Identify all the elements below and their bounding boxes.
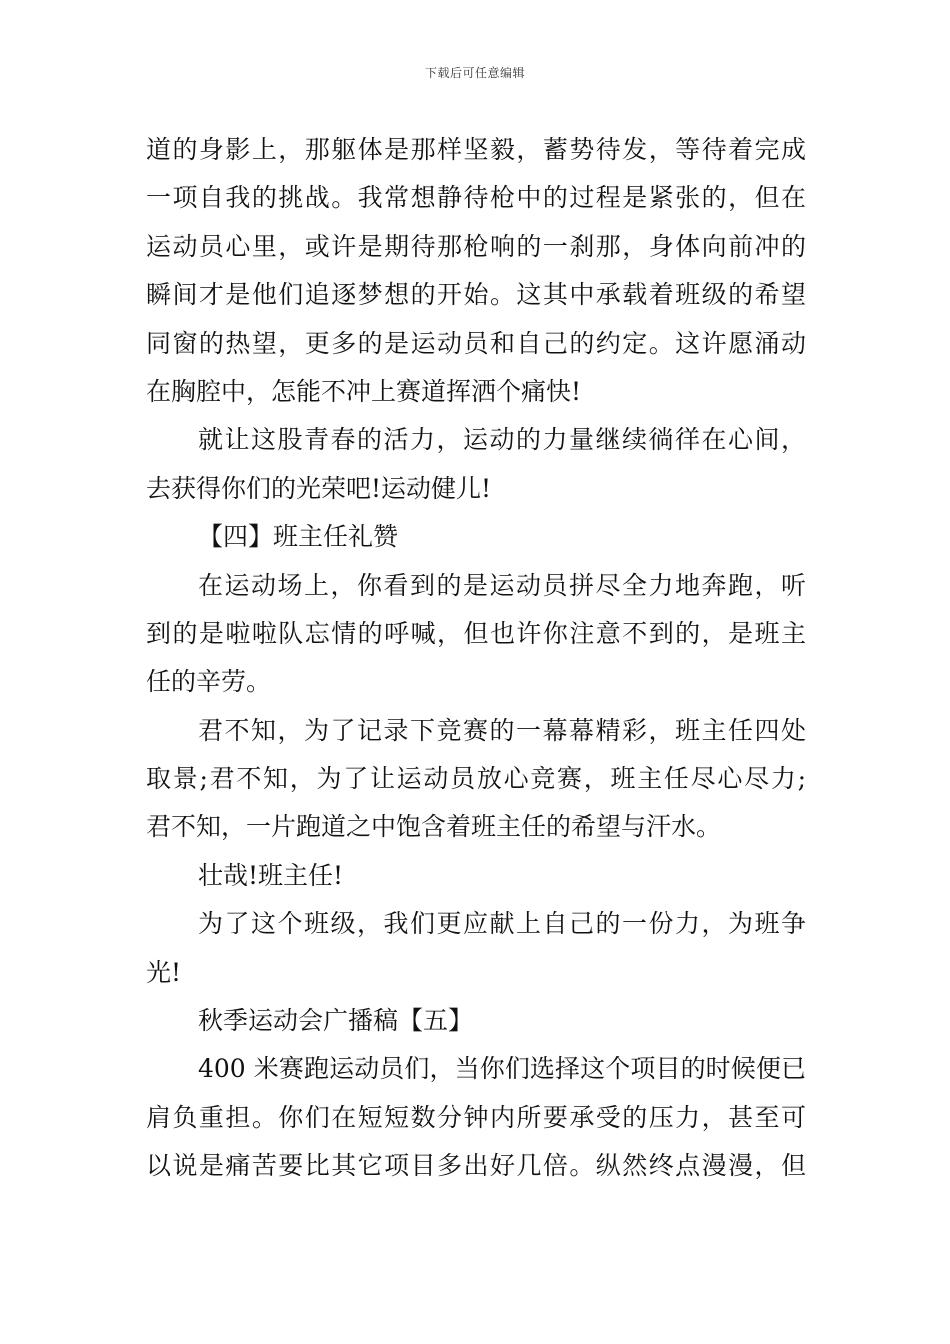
text-line: 肩负重担。你们在短短数分钟内所要承受的压力，甚至可 bbox=[146, 1102, 806, 1132]
text-line: 君不知，一片跑道之中饱含着班主任的希望与汗水。 bbox=[146, 812, 722, 842]
text-line: 取景;君不知，为了让运动员放心竞赛，班主任尽心尽力; bbox=[146, 764, 806, 794]
text-line: 就让这股青春的活力，运动的力量继续徜徉在心间， bbox=[198, 425, 806, 455]
text-line: 君不知，为了记录下竞赛的一幕幕精彩，班主任四处 bbox=[198, 715, 806, 745]
text-line: 去获得你们的光荣吧!运动健儿! bbox=[146, 473, 492, 503]
text-line: 为了这个班级，我们更应献上自己的一份力，为班争 bbox=[198, 909, 806, 939]
text-line: 瞬间才是他们追逐梦想的开始。这其中承载着班级的希望 bbox=[146, 280, 806, 310]
document-body bbox=[146, 126, 806, 1191]
text-line: 道的身影上，那躯体是那样坚毅，蓄势待发，等待着完成 bbox=[146, 135, 806, 164]
text-line: 在胸腔中，怎能不冲上赛道挥洒个痛快! bbox=[146, 376, 582, 406]
text-line: 在运动场上，你看到的是运动员拼尽全力地奔跑，听 bbox=[198, 570, 806, 600]
text-line: 400 米赛跑运动员们，当你们选择这个项目的时候便已 bbox=[198, 1054, 806, 1084]
text-line: 秋季运动会广播稿【五】 bbox=[198, 1006, 474, 1036]
text-line: 同窗的热望，更多的是运动员和自己的约定。这许愿涌动 bbox=[146, 328, 806, 358]
text-line: 壮哉!班主任! bbox=[198, 860, 344, 890]
text-line: 光! bbox=[146, 957, 182, 987]
text-line: 任的辛劳。 bbox=[146, 667, 272, 697]
text-line: 到的是啦啦队忘情的呼喊，但也许你注意不到的，是班主 bbox=[146, 618, 806, 648]
text-line: 一项自我的挑战。我常想静待枪中的过程是紧张的，但在 bbox=[146, 183, 806, 213]
text-line: 运动员心里，或许是期待那枪响的一刹那，身体向前冲的 bbox=[146, 231, 806, 261]
page-header: 下载后可任意编辑 bbox=[424, 66, 525, 80]
text-line: 【四】班主任礼赞 bbox=[198, 522, 399, 552]
text-line: 以说是痛苦要比其它项目多出好几倍。纵然终点漫漫，但 bbox=[146, 1151, 806, 1181]
